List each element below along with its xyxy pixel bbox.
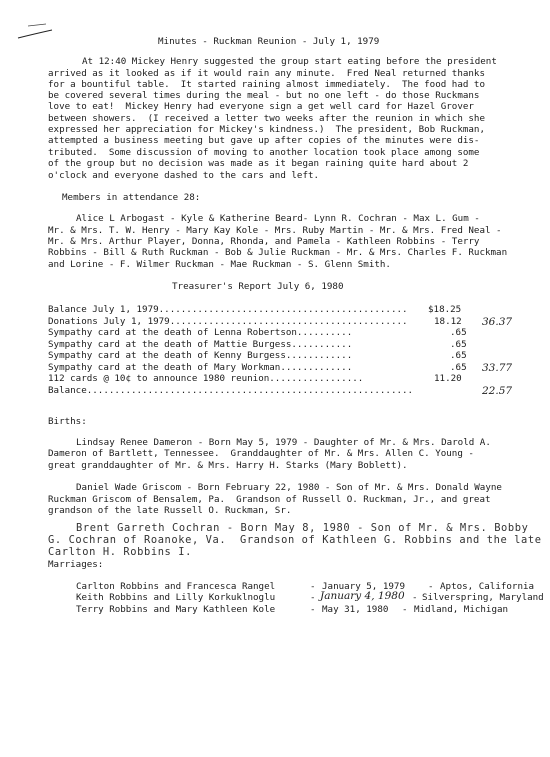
text-line: attempted a business meeting but gave up after copies of the minutes were dis-: [48, 135, 480, 146]
ledger-row: [48, 362, 528, 373]
ledger-row: [48, 327, 528, 338]
ledger-amount: 18.12: [434, 316, 462, 327]
ledger-row: [48, 385, 528, 396]
marriage-date: January 5, 1979: [322, 581, 405, 592]
text-line: love to eat! Mickey Henry had everyone sign a get well card for Hazel Grover: [48, 101, 474, 112]
text-line: expressed her appreciation for Mickey's kindness.) The president, Bob Ruckman,: [48, 124, 485, 135]
text-line: Dameron of Bartlett, Tennessee. Granddaughter of Mr. & Mrs. Allen C. Young -: [48, 448, 474, 459]
members-heading: Members in attendance 28:: [62, 192, 201, 203]
text-line: Carlton H. Robbins I.: [48, 546, 192, 558]
marriage-row: Terry Robbins and Mary Kathleen Kole - May 31, 1980 - Midland, Michigan: [76, 604, 509, 615]
text-line: Brent Garreth Cochran - Born May 8, 1980 - Son of Mr. & Mrs. Bobby: [76, 522, 529, 534]
marriage-row: Keith Robbins and Lilly Korkuklnoglu - January 4, 1980 - Silverspring, Maryland: [76, 590, 544, 603]
marriage-place: Silverspring, Maryland: [422, 592, 544, 603]
births-heading: Births:: [48, 416, 87, 427]
text-line: tributed. Some discussion of moving to another location took place among some: [48, 147, 480, 158]
ledger-label: Sympathy card at the death of Mary Workman.............: [48, 362, 353, 373]
text-line: grandson of the late Russell O. Ruckman, Sr.: [48, 505, 292, 516]
marriage-date: May 31, 1980: [322, 604, 389, 615]
text-line: Mr. & Mrs. Arthur Player, Donna, Rhonda, and Pamela - Kathleen Robbins - Terry: [48, 236, 480, 247]
ledger-total: 36.37: [482, 316, 513, 328]
ledger-row: [48, 316, 528, 327]
marriage-couple: Terry Robbins and Mary Kathleen Kole: [76, 604, 276, 615]
ledger-total: 33.77: [482, 362, 513, 374]
ledger-row: [48, 304, 528, 315]
ledger-row: [48, 350, 528, 361]
pen-mark: [16, 22, 56, 46]
text-line: Ruckman Griscom of Bensalem, Pa. Grandson of Russell O. Ruckman, Jr., and great: [48, 494, 491, 505]
text-line: great granddaughter of Mr. & Mrs. Harry H. Starks (Mary Boblett).: [48, 460, 408, 471]
text-line: and Lorine - F. Wilmer Ruckman - Mae Ruckman - S. Glenn Smith.: [48, 259, 391, 270]
ledger-total: 22.57: [482, 385, 513, 397]
ledger-label: Balance...........................................................: [48, 385, 414, 396]
marriage-place: Midland, Michigan: [414, 604, 509, 615]
text-line: At 12:40 Mickey Henry suggested the group start eating before the president: [82, 56, 497, 67]
text-line: between showers. (I received a letter two weeks after the reunion in which she: [48, 113, 485, 124]
text-line: G. Cochran of Roanoke, Va. Grandson of Kathleen G. Robbins and the late: [48, 534, 542, 546]
marriages-heading: Marriages:: [48, 559, 104, 570]
ledger-label: Sympathy card at the death of Lenna Robertson..........: [48, 327, 353, 338]
ledger-label: 112 cards @ 10¢ to announce 1980 reunion.................: [48, 373, 364, 384]
ledger-amount: .65: [450, 339, 467, 350]
marriage-couple: Keith Robbins and Lilly Korkuklnoglu: [76, 592, 276, 603]
ledger-amount: 11.20: [434, 373, 462, 384]
text-line: of the group but no decision was made as it began raining quite hard about 2: [48, 158, 469, 169]
ledger-amount: $18.25: [428, 304, 462, 315]
text-line: be covered several times during the meal - but no one left - do those Ruckmans: [48, 90, 480, 101]
text-line: Lindsay Renee Dameron - Born May 5, 1979 - Daughter of Mr. & Mrs. Darold A.: [76, 437, 491, 448]
page-title: Minutes - Ruckman Reunion - July 1, 1979: [158, 36, 380, 47]
ledger-amount: .65: [450, 350, 467, 361]
ledger-row: [48, 339, 528, 350]
marriage-couple: Carlton Robbins and Francesca Rangel: [76, 581, 276, 592]
text-line: Mr. & Mrs. T. W. Henry - Mary Kay Kole - Mrs. Ruby Martin - Mr. & Mrs. Fred Neal -: [48, 225, 502, 236]
marriage-date: January 4, 1980: [320, 590, 405, 602]
ledger-label: Donations July 1, 1979...........................................: [48, 316, 408, 327]
ledger-amount: .65: [450, 327, 467, 338]
text-line: for a bountiful table. It started raining almost immediately. The food had to: [48, 79, 485, 90]
ledger-label: Sympathy card at the death of Kenny Burgess............: [48, 350, 353, 361]
ledger-amount: .65: [450, 362, 467, 373]
text-line: Robbins - Bill & Ruth Ruckman - Bob & Julie Ruckman - Mr. & Mrs. Charles F. Ruckman: [48, 247, 508, 258]
marriage-row: Carlton Robbins and Francesca Rangel - January 5, 1979 - Aptos, California: [76, 581, 535, 592]
text-line: o'clock and everyone dashed to the cars and left.: [48, 170, 320, 181]
marriage-place: Aptos, California: [440, 581, 535, 592]
ledger-label: Balance July 1, 1979.............................................: [48, 304, 408, 315]
ledger-label: Sympathy card at the death of Mattie Burgess...........: [48, 339, 353, 350]
treasurer-heading: Treasurer's Report July 6, 1980: [172, 281, 344, 292]
text-line: Daniel Wade Griscom - Born February 22, 1980 - Son of Mr. & Mrs. Donald Wayne: [76, 482, 502, 493]
text-line: Alice L Arbogast - Kyle & Katherine Beard- Lynn R. Cochran - Max L. Gum -: [76, 213, 480, 224]
ledger-row: [48, 373, 528, 384]
text-line: arrived as it looked as if it would rain any minute. Fred Neal returned thanks: [48, 68, 485, 79]
